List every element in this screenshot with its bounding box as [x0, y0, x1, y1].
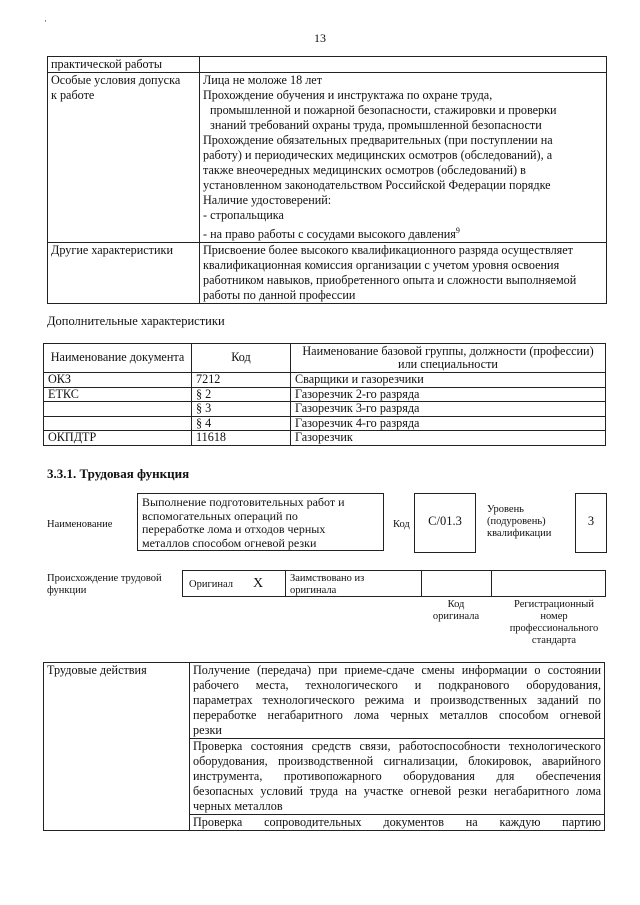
borrowed-label: Заимствовано из оригинала — [290, 573, 365, 596]
table-row — [44, 373, 606, 388]
additional-title: Дополнительные характеристики — [47, 314, 225, 328]
table-cell: ЕТКС — [44, 387, 192, 402]
table-cell — [44, 402, 192, 417]
table-cell: Газорезчик 2-го разряда — [291, 387, 606, 402]
row-content: Присвоение более высокого квалификационного разряда осуществляет квалификационная комиссия организации с учетом уровня освоения работником навыков, приобретенного опыта и сложности выполняемой работы по данной профессии — [200, 243, 607, 304]
table-row — [48, 73, 607, 243]
row-label: Другие характеристики — [48, 243, 200, 304]
table-cell: Газорезчик 3-го разряда — [291, 402, 606, 417]
additional-table — [43, 343, 606, 446]
divider — [285, 571, 286, 596]
column-header: Наименование базовой группы, должности (профессии) или специальности — [291, 344, 606, 373]
level-value: 3 — [587, 514, 595, 528]
table-row — [44, 402, 606, 417]
row-content: Лица не моложе 18 лет Прохождение обучения и инструктажа по охране труда, промышленной и пожарной безопасности, стажировки и проверки знаний требований охраны труда, промышленной безопасности Прохождение обязательных предварительных (при поступлении на работу) и периодических медицинских осмотров (обследований), а также внеочередных медицинских осмотров (обследований) в установленном законодательством Российской Федерации порядке Наличие удостоверений: - стропальщика - на право работы с сосудами высокого давления$^9$ — [200, 73, 607, 243]
action-item: Проверка сопроводительных документов на каждую партию — [190, 815, 605, 831]
row-label: Трудовые действия — [44, 663, 190, 831]
caption-reg: Регистрационный номер профессионального стандарта — [509, 599, 599, 646]
table-cell: § 3 — [192, 402, 291, 417]
level-label: Уровень (подуровень) квалификации — [487, 504, 552, 539]
table-cell: Сварщики и газорезчики — [291, 373, 606, 388]
table-cell: Газорезчик 4-го разряда — [291, 416, 606, 431]
scan-mark: · — [44, 16, 47, 26]
origin-label: Происхождение трудовой функции — [47, 573, 162, 596]
table-row — [44, 387, 606, 402]
requirements-table — [47, 56, 607, 304]
footnote-mark: 9 — [455, 226, 460, 235]
row-label: Особые условия допуска к работе — [48, 73, 200, 243]
page-number: 13 — [314, 31, 326, 45]
original-label: Оригинал — [189, 579, 233, 590]
action-item: Получение (передача) при приеме-сдаче смены информации о состоянии рабочего места, технологического и подкранового оборудования, параметрах технологического режима и производственных заданий по переработке негабаритного лома черных металлов способом огневой резки — [190, 663, 605, 739]
action-item: Проверка состояния средств связи, работоспособности технологического оборудования, производственной сигнализации, блокировок, аварийного инструмента, противопожарного оборудования для обеспечения безопасных условий труда на участке огневой резки негабаритного лома черных металлов — [190, 739, 605, 815]
actions-table — [43, 662, 605, 831]
table-cell: Газорезчик — [291, 431, 606, 446]
caption-code: Код оригинала — [432, 599, 480, 622]
origin-row — [182, 570, 606, 597]
row-content — [200, 57, 607, 73]
table-row — [44, 431, 606, 446]
section-heading: 3.3.1. Трудовая функция — [47, 466, 190, 481]
column-header: Код — [192, 344, 291, 373]
table-cell — [44, 416, 192, 431]
table-cell: 7212 — [192, 373, 291, 388]
row-label: практической работы — [48, 57, 200, 73]
table-cell: § 2 — [192, 387, 291, 402]
code-box — [414, 493, 476, 553]
divider — [491, 571, 492, 596]
name-label: Наименование — [47, 519, 113, 530]
table-header-row — [44, 344, 606, 373]
divider — [421, 571, 422, 596]
level-box — [575, 493, 607, 553]
function-name-box: Выполнение подготовительных работ и вспомогательных операций по переработке лома и отходов черных металлов способом огневой резки — [137, 493, 384, 551]
table-row — [44, 663, 605, 739]
table-cell: 11618 — [192, 431, 291, 446]
table-cell: ОКЗ — [44, 373, 192, 388]
table-cell: ОКПДТР — [44, 431, 192, 446]
table-row — [44, 416, 606, 431]
table-row — [48, 57, 607, 73]
table-row — [48, 243, 607, 304]
code-label: Код — [393, 519, 410, 530]
table-cell: § 4 — [192, 416, 291, 431]
original-mark: X — [253, 576, 264, 591]
column-header: Наименование документа — [44, 344, 192, 373]
code-value: C/01.3 — [428, 514, 462, 528]
